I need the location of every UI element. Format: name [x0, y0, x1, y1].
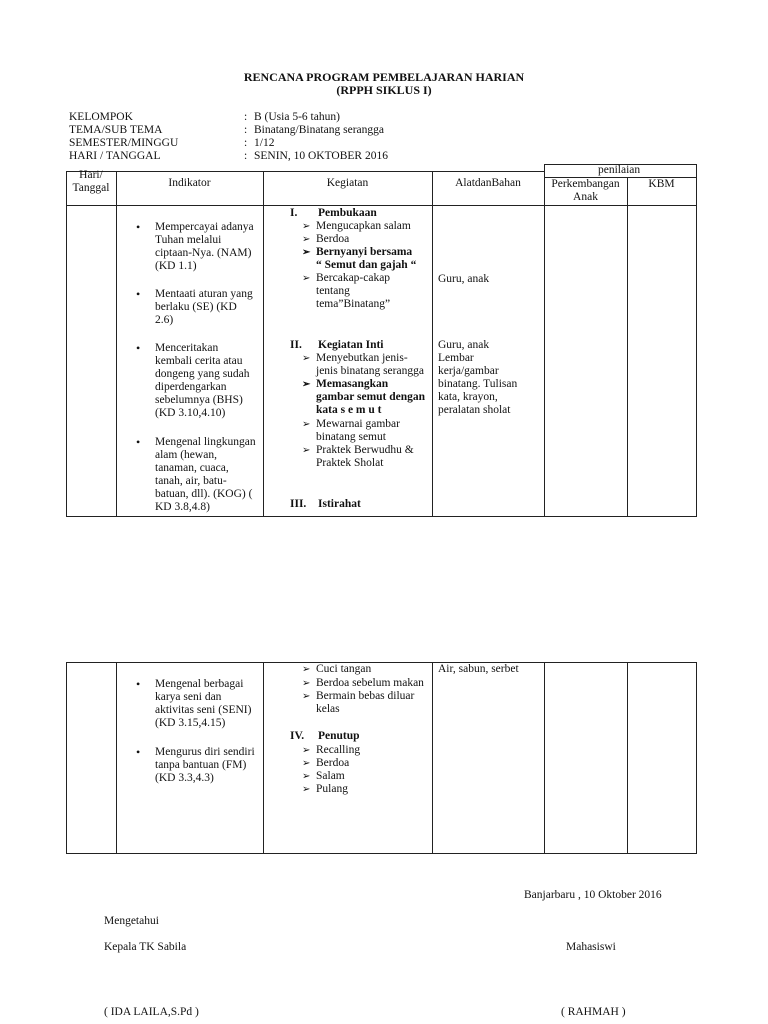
col-border	[116, 662, 117, 854]
info-sep: :	[244, 111, 248, 123]
header-kegiatan: Kegiatan	[326, 177, 369, 189]
indikator-item: • Mentaati aturan yang	[155, 288, 253, 301]
kepala-label: Kepala TK Sabila	[104, 941, 187, 953]
info-value-tema: Binatang/Binatang serangga	[254, 124, 384, 136]
header-perkembangan: Perkembangan	[551, 178, 620, 190]
col-border	[696, 662, 697, 854]
header-tanggal: Tanggal	[72, 182, 110, 194]
mengetahui-label: Mengetahui	[104, 915, 159, 927]
kegiatan-line: tentang	[316, 285, 350, 297]
kegiatan-item: ➢ Cuci tangan	[316, 663, 371, 676]
indikator-line: dongeng yang sudah	[155, 368, 250, 380]
indikator-line: (KD 3.15,4.15)	[155, 717, 226, 729]
section-title-pembukaan: Pembukaan	[318, 207, 377, 219]
info-sep: :	[244, 124, 248, 136]
kegiatan-item: ➢ Pulang	[316, 783, 348, 796]
alat-bahan-text: Lembar	[438, 352, 474, 364]
section-number: I.	[290, 207, 298, 219]
header-alat-bahan: AlatdanBahan	[455, 177, 521, 189]
info-sep: :	[244, 150, 248, 162]
indikator-line: 2.6)	[155, 314, 174, 326]
header-kbm: KBM	[648, 178, 675, 190]
kegiatan-line: binatang semut	[316, 431, 386, 443]
indikator-item: • Menceritakan	[155, 342, 218, 355]
kegiatan-item: ➢ Berdoa	[316, 757, 349, 770]
info-label-semester: SEMESTER/MINGGU	[69, 137, 179, 149]
section-number: II.	[290, 339, 302, 351]
indikator-item: • Mempercayai adanya	[155, 221, 254, 234]
col-border	[263, 662, 264, 854]
table-bottom-border	[66, 853, 697, 854]
col-border	[627, 177, 628, 517]
col-border	[544, 164, 545, 517]
document-subtitle: (RPPH SIKLUS I)	[336, 83, 432, 97]
indikator-line: (KD 3.10,4.10)	[155, 407, 226, 419]
kegiatan-item: ➢ Berdoa	[316, 233, 349, 246]
indikator-line: kembali cerita atau	[155, 355, 243, 367]
header-indikator: Indikator	[168, 177, 211, 189]
indikator-line: (KD 3.3,4.3)	[155, 772, 214, 784]
indikator-line: (KD 1.1)	[155, 260, 197, 272]
indikator-item: • Mengurus diri sendiri	[155, 746, 255, 759]
alat-bahan-text: Air, sabun, serbet	[438, 663, 519, 675]
alat-bahan-text: binatang. Tulisan	[438, 378, 518, 390]
kegiatan-item: ➢ Recalling	[316, 744, 360, 757]
indikator-item: • Mengenal berbagai	[155, 678, 243, 691]
kegiatan-item: ➢ Menyebutkan jenis-	[316, 352, 408, 365]
section-number: IV.	[290, 730, 305, 742]
kegiatan-line: tema”Binatang”	[316, 298, 391, 310]
indikator-line: batuan, dll). (KOG) (	[155, 488, 253, 500]
kegiatan-item: ➢ Berdoa sebelum makan	[316, 677, 424, 690]
info-label-kelompok: KELOMPOK	[69, 111, 133, 123]
indikator-line: diperdengarkan	[155, 381, 227, 393]
indikator-line: Tuhan melalui	[155, 234, 222, 246]
col-border	[66, 171, 67, 517]
indikator-line: ciptaan-Nya. (NAM)	[155, 247, 252, 259]
kegiatan-item: ➢ Praktek Berwudhu &	[316, 444, 414, 457]
section-number: III.	[290, 498, 307, 510]
kegiatan-item: ➢ Salam	[316, 770, 345, 783]
mahasiswi-label: Mahasiswi	[566, 941, 616, 953]
kegiatan-item: ➢ Bermain bebas diluar	[316, 690, 414, 703]
kegiatan-line: kelas	[316, 703, 340, 715]
section-title-penutup: Penutup	[318, 730, 360, 742]
kegiatan-line: kata s e m u t	[316, 404, 382, 416]
info-value-hari: SENIN, 10 OKTOBER 2016	[254, 150, 388, 162]
col-border	[696, 164, 697, 517]
mahasiswi-name: ( RAHMAH )	[561, 1006, 626, 1018]
info-label-tema: TEMA/SUB TEMA	[69, 124, 163, 136]
header-anak: Anak	[573, 191, 598, 203]
col-border	[432, 171, 433, 517]
indikator-line: tanaman, cuaca,	[155, 462, 229, 474]
indikator-item: • Mengenal lingkungan	[155, 436, 256, 449]
col-border	[432, 662, 433, 854]
kegiatan-item: ➢ Memasangkan	[316, 378, 388, 391]
col-border	[66, 662, 67, 854]
info-value-kelompok: B (Usia 5-6 tahun)	[254, 111, 340, 123]
section-title-istirahat: Istirahat	[318, 498, 361, 510]
document-title: RENCANA PROGRAM PEMBELAJARAN HARIAN	[243, 70, 525, 84]
col-border	[263, 171, 264, 517]
kepala-name: ( IDA LAILA,S.Pd )	[104, 1006, 199, 1018]
info-value-semester: 1/12	[254, 137, 275, 149]
kegiatan-line: gambar semut dengan	[316, 391, 426, 403]
col-border	[116, 171, 117, 517]
alat-bahan-text: kata, krayon,	[438, 391, 498, 403]
table-bottom-border	[66, 516, 697, 517]
kegiatan-line: “ Semut dan gajah “	[316, 259, 417, 271]
header-bottom-border	[66, 205, 697, 206]
alat-bahan-text: peralatan sholat	[438, 404, 511, 416]
indikator-line: tanpa bantuan (FM)	[155, 759, 247, 771]
indikator-line: KD 3.8,4.8)	[155, 501, 210, 513]
indikator-line: karya seni dan	[155, 691, 222, 703]
indikator-line: tanah, air, batu-	[155, 475, 227, 487]
info-label-hari: HARI / TANGGAL	[69, 150, 161, 162]
col-border	[627, 662, 628, 854]
kegiatan-item: ➢ Mengucapkan salam	[316, 220, 411, 233]
header-hari: Hari/	[79, 169, 103, 181]
info-sep: :	[244, 137, 248, 149]
kegiatan-line: jenis binatang serangga	[316, 365, 424, 377]
header-penilaian: penilaian	[598, 164, 641, 176]
indikator-line: alam (hewan,	[155, 449, 217, 461]
kegiatan-item: ➢ Bercakap-cakap	[316, 272, 390, 285]
indikator-line: aktivitas seni (SENI)	[155, 704, 252, 716]
table-top-border	[66, 171, 544, 172]
indikator-line: berlaku (SE) (KD	[155, 301, 237, 313]
place-date: Banjarbaru , 10 Oktober 2016	[524, 889, 662, 901]
kegiatan-item: ➢ Mewarnai gambar	[316, 418, 400, 431]
section-title-kegiatan-inti: Kegiatan Inti	[318, 339, 384, 351]
alat-bahan-text: Guru, anak	[438, 339, 490, 351]
alat-bahan-text: kerja/gambar	[438, 365, 499, 377]
alat-bahan-text: Guru, anak	[438, 273, 490, 285]
table-top-border	[66, 662, 697, 663]
indikator-line: sebelumnya (BHS)	[155, 394, 243, 406]
kegiatan-line: Praktek Sholat	[316, 457, 384, 469]
kegiatan-item: ➢ Bernyanyi bersama	[316, 246, 412, 259]
col-border	[544, 662, 545, 854]
